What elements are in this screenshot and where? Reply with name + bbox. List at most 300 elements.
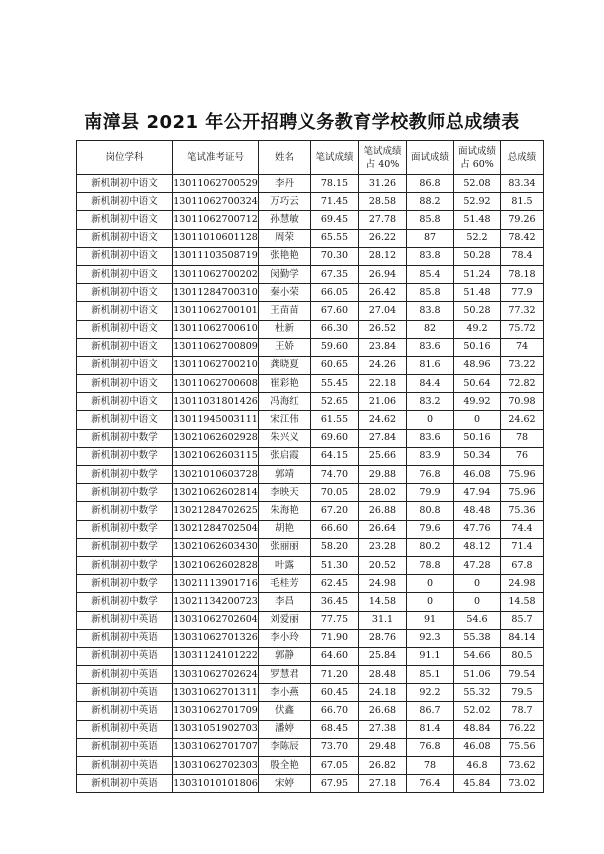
cell-exam-id: 13011062700712 xyxy=(173,211,259,229)
table-row xyxy=(77,302,544,320)
cell-written-score: 64.15 xyxy=(311,447,359,465)
table-row xyxy=(77,502,544,520)
cell-position: 新机制初中语文 xyxy=(77,338,173,356)
cell-position: 新机制初中语文 xyxy=(77,193,173,211)
cell-exam-id: 13011031801426 xyxy=(173,393,259,411)
cell-name: 杜新 xyxy=(259,320,311,338)
cell-written-score: 65.55 xyxy=(311,229,359,247)
cell-interview-score: 92.2 xyxy=(407,684,454,702)
cell-written-score: 66.30 xyxy=(311,320,359,338)
cell-interview-60: 50.16 xyxy=(454,338,501,356)
cell-total-score: 75.96 xyxy=(501,466,544,484)
cell-interview-60: 52.2 xyxy=(454,229,501,247)
cell-name: 李陈辰 xyxy=(259,738,311,756)
cell-written-score: 73.70 xyxy=(311,738,359,756)
cell-interview-score: 81.6 xyxy=(407,356,454,374)
table-row xyxy=(77,666,544,684)
cell-position: 新机制初中数学 xyxy=(77,447,173,465)
cell-name: 朱海艳 xyxy=(259,502,311,520)
cell-name: 张丽丽 xyxy=(259,538,311,556)
cell-interview-score: 85.8 xyxy=(407,284,454,302)
cell-interview-60: 49.2 xyxy=(454,320,501,338)
cell-exam-id: 13011062700610 xyxy=(173,320,259,338)
cell-written-40: 28.12 xyxy=(359,247,407,265)
cell-exam-id: 13031062701709 xyxy=(173,702,259,720)
cell-written-score: 71.45 xyxy=(311,193,359,211)
cell-interview-score: 0 xyxy=(407,411,454,429)
cell-total-score: 74 xyxy=(501,338,544,356)
cell-exam-id: 13031062701707 xyxy=(173,738,259,756)
cell-name: 冯海红 xyxy=(259,393,311,411)
cell-position: 新机制初中语文 xyxy=(77,375,173,393)
cell-position: 新机制初中数学 xyxy=(77,484,173,502)
cell-written-score: 62.45 xyxy=(311,575,359,593)
cell-written-score: 66.60 xyxy=(311,520,359,538)
table-row xyxy=(77,338,544,356)
cell-written-score: 66.05 xyxy=(311,284,359,302)
cell-written-40: 26.52 xyxy=(359,320,407,338)
cell-written-40: 28.58 xyxy=(359,193,407,211)
cell-exam-id: 13031124101222 xyxy=(173,647,259,665)
cell-name: 刘爱丽 xyxy=(259,611,311,629)
table-row xyxy=(77,575,544,593)
cell-interview-score: 86.7 xyxy=(407,702,454,720)
cell-exam-id: 13011945003111 xyxy=(173,411,259,429)
cell-exam-id: 13021134200723 xyxy=(173,593,259,611)
cell-interview-60: 47.76 xyxy=(454,520,501,538)
cell-interview-60: 50.16 xyxy=(454,429,501,447)
cell-written-score: 69.45 xyxy=(311,211,359,229)
cell-position: 新机制初中英语 xyxy=(77,738,173,756)
cell-written-40: 22.18 xyxy=(359,375,407,393)
cell-exam-id: 13021284702504 xyxy=(173,520,259,538)
cell-interview-60: 52.02 xyxy=(454,702,501,720)
cell-interview-score: 79.6 xyxy=(407,520,454,538)
cell-written-40: 23.84 xyxy=(359,338,407,356)
table-row xyxy=(77,284,544,302)
cell-exam-id: 13021062603430 xyxy=(173,538,259,556)
cell-name: 郭静 xyxy=(259,647,311,665)
cell-written-40: 31.1 xyxy=(359,611,407,629)
cell-written-score: 60.45 xyxy=(311,684,359,702)
cell-total-score: 73.62 xyxy=(501,757,544,775)
cell-name: 万巧云 xyxy=(259,193,311,211)
cell-name: 李映天 xyxy=(259,484,311,502)
cell-position: 新机制初中数学 xyxy=(77,429,173,447)
cell-written-score: 64.60 xyxy=(311,647,359,665)
cell-interview-60: 46.8 xyxy=(454,757,501,775)
cell-position: 新机制初中英语 xyxy=(77,702,173,720)
cell-written-score: 68.45 xyxy=(311,720,359,738)
cell-written-score: 69.60 xyxy=(311,429,359,447)
cell-name: 李小玲 xyxy=(259,629,311,647)
cell-written-40: 26.68 xyxy=(359,702,407,720)
cell-total-score: 75.36 xyxy=(501,502,544,520)
cell-name: 毛桂芳 xyxy=(259,575,311,593)
table-row xyxy=(77,429,544,447)
cell-exam-id: 13031062701311 xyxy=(173,684,259,702)
cell-exam-id: 13031010101806 xyxy=(173,775,259,793)
cell-written-40: 26.22 xyxy=(359,229,407,247)
table-row xyxy=(77,684,544,702)
cell-name: 王娇 xyxy=(259,338,311,356)
cell-total-score: 79.54 xyxy=(501,666,544,684)
table-row xyxy=(77,265,544,283)
cell-total-score: 78 xyxy=(501,429,544,447)
cell-name: 李昌 xyxy=(259,593,311,611)
cell-written-score: 36.45 xyxy=(311,593,359,611)
cell-position: 新机制初中语文 xyxy=(77,265,173,283)
cell-written-40: 29.88 xyxy=(359,466,407,484)
cell-interview-60: 52.92 xyxy=(454,193,501,211)
cell-name: 崔彩艳 xyxy=(259,375,311,393)
cell-written-40: 24.18 xyxy=(359,684,407,702)
cell-interview-score: 83.8 xyxy=(407,247,454,265)
cell-exam-id: 13021062602814 xyxy=(173,484,259,502)
table-row xyxy=(77,720,544,738)
table-row xyxy=(77,247,544,265)
cell-name: 孙慧敏 xyxy=(259,211,311,229)
cell-written-score: 70.30 xyxy=(311,247,359,265)
cell-name: 叶露 xyxy=(259,556,311,574)
cell-exam-id: 13021284702625 xyxy=(173,502,259,520)
cell-written-40: 27.78 xyxy=(359,211,407,229)
cell-interview-score: 85.1 xyxy=(407,666,454,684)
cell-interview-60: 54.66 xyxy=(454,647,501,665)
cell-position: 新机制初中语文 xyxy=(77,356,173,374)
cell-interview-60: 46.08 xyxy=(454,466,501,484)
cell-exam-id: 13011062700809 xyxy=(173,338,259,356)
cell-interview-60: 49.92 xyxy=(454,393,501,411)
cell-interview-60: 47.94 xyxy=(454,484,501,502)
cell-name: 张艳艳 xyxy=(259,247,311,265)
cell-interview-score: 83.9 xyxy=(407,447,454,465)
cell-name: 潘婷 xyxy=(259,720,311,738)
table-row xyxy=(77,593,544,611)
cell-written-score: 77.75 xyxy=(311,611,359,629)
cell-total-score: 75.56 xyxy=(501,738,544,756)
cell-interview-60: 51.24 xyxy=(454,265,501,283)
cell-total-score: 78.42 xyxy=(501,229,544,247)
cell-position: 新机制初中英语 xyxy=(77,666,173,684)
cell-position: 新机制初中语文 xyxy=(77,284,173,302)
cell-interview-60: 0 xyxy=(454,411,501,429)
cell-total-score: 78.18 xyxy=(501,265,544,283)
cell-interview-60: 48.12 xyxy=(454,538,501,556)
cell-written-score: 78.15 xyxy=(311,175,359,193)
cell-interview-score: 83.2 xyxy=(407,393,454,411)
cell-total-score: 73.02 xyxy=(501,775,544,793)
table-row xyxy=(77,647,544,665)
table-row xyxy=(77,411,544,429)
cell-written-score: 55.45 xyxy=(311,375,359,393)
cell-interview-60: 46.08 xyxy=(454,738,501,756)
cell-total-score: 74.4 xyxy=(501,520,544,538)
cell-written-40: 28.76 xyxy=(359,629,407,647)
cell-exam-id: 13031062702303 xyxy=(173,757,259,775)
cell-interview-score: 85.8 xyxy=(407,211,454,229)
cell-exam-id: 13011062700324 xyxy=(173,193,259,211)
cell-interview-score: 86.8 xyxy=(407,175,454,193)
cell-total-score: 83.34 xyxy=(501,175,544,193)
cell-written-score: 58.20 xyxy=(311,538,359,556)
cell-written-40: 24.26 xyxy=(359,356,407,374)
cell-written-40: 25.84 xyxy=(359,647,407,665)
cell-total-score: 77.9 xyxy=(501,284,544,302)
cell-interview-60: 48.48 xyxy=(454,502,501,520)
cell-exam-id: 13011010601128 xyxy=(173,229,259,247)
header-written-score: 笔试成绩 xyxy=(311,141,359,175)
cell-name: 李小燕 xyxy=(259,684,311,702)
cell-written-40: 24.62 xyxy=(359,411,407,429)
cell-exam-id: 13021062602828 xyxy=(173,556,259,574)
cell-interview-60: 48.84 xyxy=(454,720,501,738)
cell-interview-score: 83.6 xyxy=(407,429,454,447)
cell-interview-60: 51.48 xyxy=(454,284,501,302)
cell-exam-id: 13011062700210 xyxy=(173,356,259,374)
cell-name: 周荣 xyxy=(259,229,311,247)
table-row xyxy=(77,447,544,465)
cell-total-score: 72.82 xyxy=(501,375,544,393)
cell-exam-id: 13021113901716 xyxy=(173,575,259,593)
cell-position: 新机制初中数学 xyxy=(77,466,173,484)
scores-table xyxy=(76,140,544,793)
cell-written-40: 14.58 xyxy=(359,593,407,611)
table-header-row xyxy=(77,141,544,175)
cell-written-score: 66.70 xyxy=(311,702,359,720)
cell-interview-60: 50.34 xyxy=(454,447,501,465)
cell-written-40: 28.02 xyxy=(359,484,407,502)
table-row xyxy=(77,738,544,756)
header-interview-score: 面试成绩 xyxy=(407,141,454,175)
cell-written-40: 26.88 xyxy=(359,502,407,520)
header-total-score: 总成绩 xyxy=(501,141,544,175)
cell-interview-60: 54.6 xyxy=(454,611,501,629)
cell-interview-score: 76.4 xyxy=(407,775,454,793)
cell-interview-score: 91.1 xyxy=(407,647,454,665)
cell-exam-id: 13011103508719 xyxy=(173,247,259,265)
table-row xyxy=(77,775,544,793)
cell-interview-60: 48.96 xyxy=(454,356,501,374)
cell-exam-id: 13021062603115 xyxy=(173,447,259,465)
cell-interview-score: 79.9 xyxy=(407,484,454,502)
cell-name: 宋江伟 xyxy=(259,411,311,429)
cell-interview-60: 0 xyxy=(454,593,501,611)
cell-exam-id: 13021062602928 xyxy=(173,429,259,447)
cell-position: 新机制初中语文 xyxy=(77,211,173,229)
cell-exam-id: 13011062700529 xyxy=(173,175,259,193)
cell-name: 罗慧君 xyxy=(259,666,311,684)
cell-interview-score: 78.8 xyxy=(407,556,454,574)
cell-total-score: 75.96 xyxy=(501,484,544,502)
cell-total-score: 24.62 xyxy=(501,411,544,429)
cell-position: 新机制初中英语 xyxy=(77,611,173,629)
table-row xyxy=(77,520,544,538)
cell-written-40: 27.38 xyxy=(359,720,407,738)
cell-total-score: 73.22 xyxy=(501,356,544,374)
cell-name: 郭靖 xyxy=(259,466,311,484)
cell-written-40: 31.26 xyxy=(359,175,407,193)
cell-position: 新机制初中英语 xyxy=(77,775,173,793)
cell-written-40: 29.48 xyxy=(359,738,407,756)
cell-written-40: 27.18 xyxy=(359,775,407,793)
table-row xyxy=(77,193,544,211)
table-row xyxy=(77,393,544,411)
cell-interview-60: 51.06 xyxy=(454,666,501,684)
cell-position: 新机制初中语文 xyxy=(77,247,173,265)
cell-total-score: 71.4 xyxy=(501,538,544,556)
cell-name: 秦小荣 xyxy=(259,284,311,302)
page-title: 南漳县 2021 年公开招聘义务教育学校教师总成绩表 xyxy=(84,112,520,133)
cell-exam-id: 13011062700608 xyxy=(173,375,259,393)
cell-position: 新机制初中语文 xyxy=(77,320,173,338)
cell-position: 新机制初中语文 xyxy=(77,411,173,429)
cell-name: 闵勤学 xyxy=(259,265,311,283)
cell-interview-60: 45.84 xyxy=(454,775,501,793)
cell-exam-id: 13031062702604 xyxy=(173,611,259,629)
cell-interview-score: 76.8 xyxy=(407,466,454,484)
cell-position: 新机制初中数学 xyxy=(77,556,173,574)
table-row xyxy=(77,466,544,484)
table-row xyxy=(77,611,544,629)
cell-written-score: 67.20 xyxy=(311,502,359,520)
cell-position: 新机制初中语文 xyxy=(77,175,173,193)
table-row xyxy=(77,484,544,502)
cell-total-score: 85.7 xyxy=(501,611,544,629)
cell-total-score: 76.22 xyxy=(501,720,544,738)
cell-exam-id: 13011062700101 xyxy=(173,302,259,320)
cell-name: 殷全艳 xyxy=(259,757,311,775)
cell-interview-score: 80.2 xyxy=(407,538,454,556)
cell-interview-score: 81.4 xyxy=(407,720,454,738)
header-exam-id: 笔试准考证号 xyxy=(173,141,259,175)
cell-name: 龚晓夏 xyxy=(259,356,311,374)
cell-position: 新机制初中数学 xyxy=(77,538,173,556)
cell-interview-score: 80.8 xyxy=(407,502,454,520)
cell-interview-60: 0 xyxy=(454,575,501,593)
table-row xyxy=(77,702,544,720)
cell-name: 胡艳 xyxy=(259,520,311,538)
cell-interview-score: 0 xyxy=(407,593,454,611)
table-row xyxy=(77,211,544,229)
cell-exam-id: 13011284700310 xyxy=(173,284,259,302)
cell-name: 张启霞 xyxy=(259,447,311,465)
cell-exam-id: 13011062700202 xyxy=(173,265,259,283)
cell-exam-id: 13021010603728 xyxy=(173,466,259,484)
cell-total-score: 79.5 xyxy=(501,684,544,702)
cell-position: 新机制初中数学 xyxy=(77,520,173,538)
cell-total-score: 75.72 xyxy=(501,320,544,338)
cell-written-score: 67.35 xyxy=(311,265,359,283)
table-row xyxy=(77,320,544,338)
cell-interview-60: 51.48 xyxy=(454,211,501,229)
cell-written-40: 27.04 xyxy=(359,302,407,320)
cell-total-score: 70.98 xyxy=(501,393,544,411)
cell-written-40: 26.82 xyxy=(359,757,407,775)
cell-total-score: 78.4 xyxy=(501,247,544,265)
cell-interview-score: 83.6 xyxy=(407,338,454,356)
cell-total-score: 81.5 xyxy=(501,193,544,211)
cell-written-40: 26.94 xyxy=(359,265,407,283)
cell-written-40: 21.06 xyxy=(359,393,407,411)
cell-written-score: 70.05 xyxy=(311,484,359,502)
table-row xyxy=(77,538,544,556)
cell-name: 王苗苗 xyxy=(259,302,311,320)
cell-written-score: 59.60 xyxy=(311,338,359,356)
cell-interview-score: 76.8 xyxy=(407,738,454,756)
cell-written-score: 60.65 xyxy=(311,356,359,374)
cell-name: 伏鑫 xyxy=(259,702,311,720)
table-body xyxy=(77,175,544,793)
table-row xyxy=(77,375,544,393)
cell-written-40: 23.28 xyxy=(359,538,407,556)
cell-position: 新机制初中英语 xyxy=(77,647,173,665)
cell-exam-id: 13031051902703 xyxy=(173,720,259,738)
cell-written-score: 52.65 xyxy=(311,393,359,411)
cell-total-score: 67.8 xyxy=(501,556,544,574)
cell-name: 李丹 xyxy=(259,175,311,193)
cell-total-score: 14.58 xyxy=(501,593,544,611)
cell-interview-score: 0 xyxy=(407,575,454,593)
cell-position: 新机制初中英语 xyxy=(77,720,173,738)
cell-position: 新机制初中语文 xyxy=(77,229,173,247)
cell-position: 新机制初中语文 xyxy=(77,302,173,320)
header-position: 岗位学科 xyxy=(77,141,173,175)
cell-total-score: 80.5 xyxy=(501,647,544,665)
cell-total-score: 24.98 xyxy=(501,575,544,593)
cell-position: 新机制初中语文 xyxy=(77,393,173,411)
cell-total-score: 78.7 xyxy=(501,702,544,720)
cell-position: 新机制初中数学 xyxy=(77,575,173,593)
cell-position: 新机制初中英语 xyxy=(77,629,173,647)
cell-written-40: 20.52 xyxy=(359,556,407,574)
cell-written-40: 26.42 xyxy=(359,284,407,302)
cell-total-score: 77.32 xyxy=(501,302,544,320)
cell-interview-60: 50.28 xyxy=(454,247,501,265)
cell-written-40: 24.98 xyxy=(359,575,407,593)
cell-interview-score: 92.3 xyxy=(407,629,454,647)
cell-total-score: 84.14 xyxy=(501,629,544,647)
cell-interview-60: 55.38 xyxy=(454,629,501,647)
cell-total-score: 76 xyxy=(501,447,544,465)
table-row xyxy=(77,356,544,374)
cell-position: 新机制初中英语 xyxy=(77,757,173,775)
cell-interview-60: 47.28 xyxy=(454,556,501,574)
header-written-40: 笔试成绩占 40% xyxy=(359,141,407,175)
cell-interview-60: 50.64 xyxy=(454,375,501,393)
cell-exam-id: 13031062701326 xyxy=(173,629,259,647)
cell-exam-id: 13031062702624 xyxy=(173,666,259,684)
cell-position: 新机制初中数学 xyxy=(77,502,173,520)
cell-total-score: 79.26 xyxy=(501,211,544,229)
table-row xyxy=(77,229,544,247)
cell-written-score: 67.95 xyxy=(311,775,359,793)
cell-interview-score: 78 xyxy=(407,757,454,775)
cell-written-40: 26.64 xyxy=(359,520,407,538)
cell-written-40: 25.66 xyxy=(359,447,407,465)
cell-interview-60: 50.28 xyxy=(454,302,501,320)
cell-interview-score: 83.8 xyxy=(407,302,454,320)
cell-written-score: 71.90 xyxy=(311,629,359,647)
cell-written-score: 74.70 xyxy=(311,466,359,484)
cell-interview-60: 52.08 xyxy=(454,175,501,193)
cell-interview-score: 85.4 xyxy=(407,265,454,283)
header-interview-60: 面试成绩占 60% xyxy=(454,141,501,175)
cell-written-score: 67.60 xyxy=(311,302,359,320)
cell-position: 新机制初中英语 xyxy=(77,684,173,702)
cell-written-40: 28.48 xyxy=(359,666,407,684)
cell-written-40: 27.84 xyxy=(359,429,407,447)
